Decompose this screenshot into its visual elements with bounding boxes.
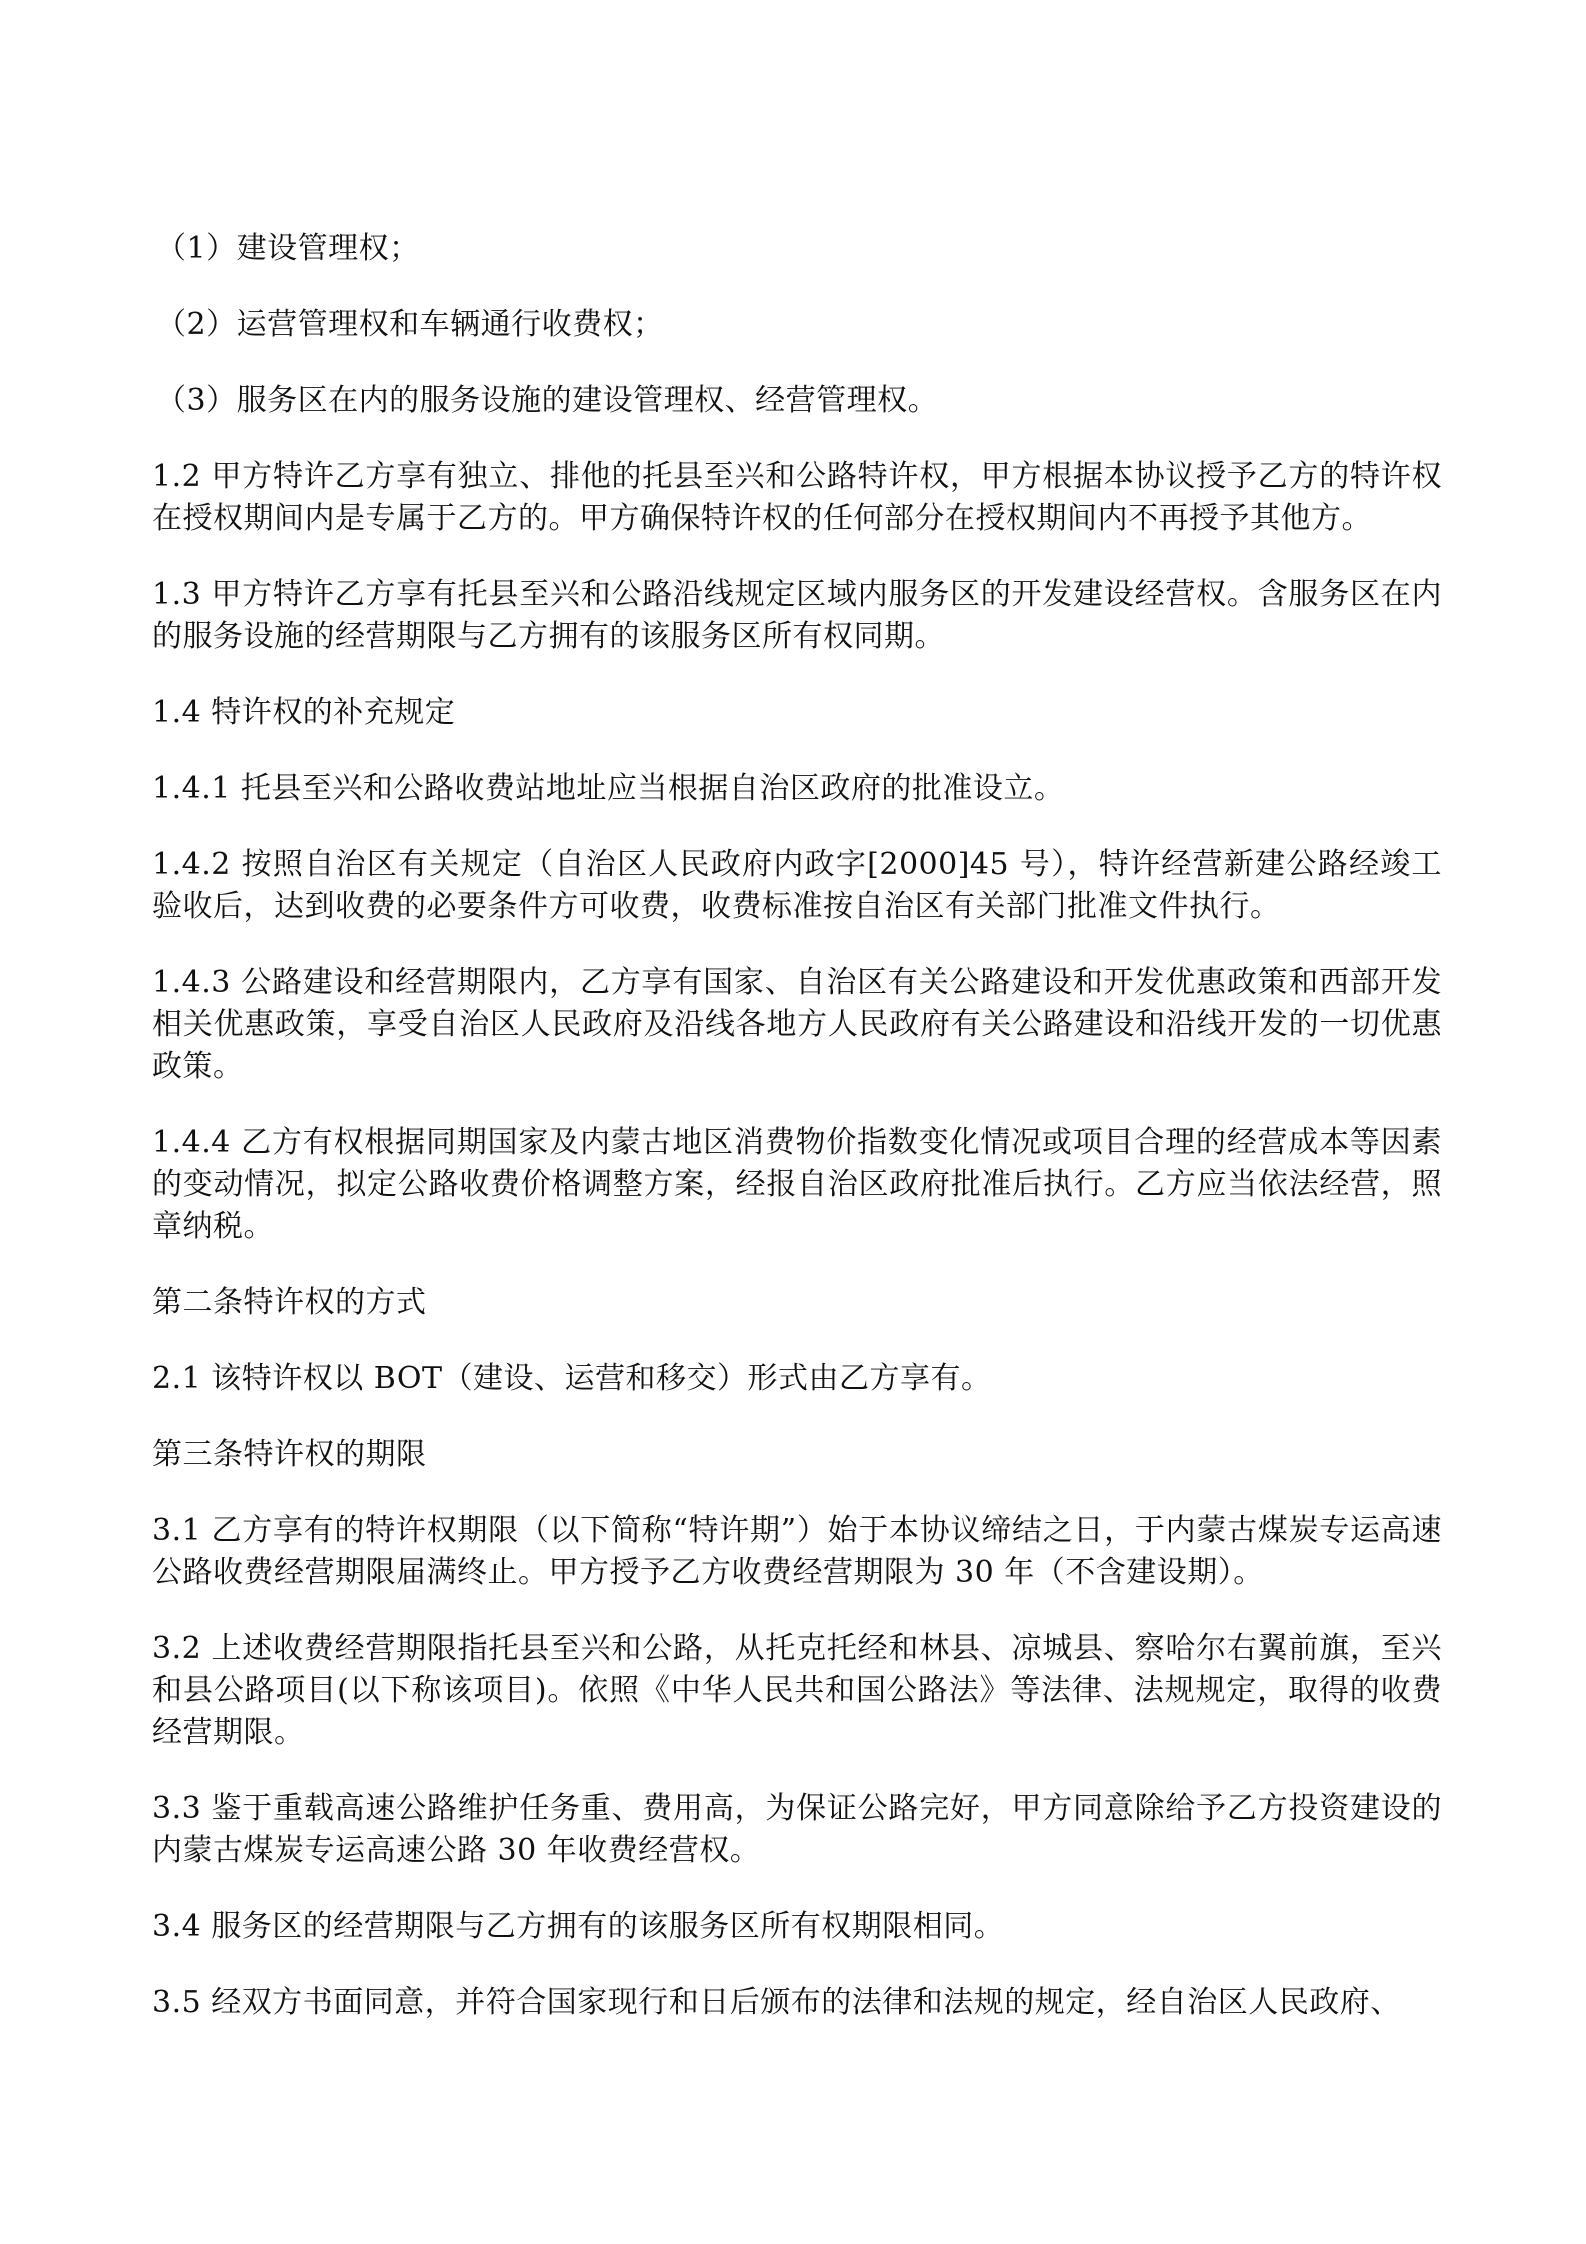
section-heading-article-2: 第二条特许权的方式 [152,1285,427,1320]
paragraph-3-2: 3.2 上述收费经营期限指托县至兴和公路，从托克托经和林县、凉城县、察哈尔右翼前旗，至兴和县公路项目(以下称该项目)。依照《中华人民共和国公路法》等法律、法规规定，取得的收费经营期限。 [152,1631,1442,1750]
section-heading-article-3: 第三条特许权的期限 [152,1437,427,1472]
paragraph-1-4-4: 1.4.4 乙方有权根据同期国家及内蒙古地区消费物价指数变化情况或项目合理的经营成本等因素的变动情况，拟定公路收费价格调整方案，经报自治区政府批准后执行。乙方应当依法经营，照章纳税。 [152,1125,1442,1244]
paragraph-1-4-3: 1.4.3 公路建设和经营期限内，乙方享有国家、自治区有关公路建设和开发优惠政策和西部开发相关优惠政策，享受自治区人民政府及沿线各地方人民政府有关公路建设和沿线开发的一切优惠政策。 [152,965,1442,1084]
paragraph-item-2: （2）运营管理权和车辆通行收费权； [156,307,664,342]
document-body [152,228,1442,2058]
paragraph-item-3: （3）服务区在内的服务设施的建设管理权、经营管理权。 [156,383,939,418]
paragraph-1-4: 1.4 特许权的补充规定 [152,695,456,730]
paragraph-3-5: 3.5 经双方书面同意，并符合国家现行和日后颁布的法律和法规的规定，经自治区人民政府、 [152,1985,1401,2020]
paragraph-item-1: （1）建设管理权； [156,231,420,266]
paragraph-3-3: 3.3 鉴于重载高速公路维护任务重、费用高，为保证公路完好，甲方同意除给予乙方投资建设的内蒙古煤炭专运高速公路 30 年收费经营权。 [152,1791,1442,1868]
paragraph-1-4-1: 1.4.1 托县至兴和公路收费站地址应当根据自治区政府的批准设立。 [152,771,1065,806]
paragraph-1-3: 1.3 甲方特许乙方享有托县至兴和公路沿线规定区域内服务区的开发建设经营权。含服务区在内的服务设施的经营期限与乙方拥有的该服务区所有权同期。 [152,577,1442,654]
paragraph-1-4-2: 1.4.2 按照自治区有关规定（自治区人民政府内政字[2000]45 号），特许经营新建公路经竣工验收后，达到收费的必要条件方可收费，收费标准按自治区有关部门批准文件执行。 [152,847,1442,924]
paragraph-3-4: 3.4 服务区的经营期限与乙方拥有的该服务区所有权期限相同。 [152,1909,1005,1944]
paragraph-2-1: 2.1 该特许权以 BOT（建设、运营和移交）形式由乙方享有。 [152,1361,992,1396]
paragraph-1-2: 1.2 甲方特许乙方享有独立、排他的托县至兴和公路特许权，甲方根据本协议授予乙方的特许权在授权期间内是专属于乙方的。甲方确保特许权的任何部分在授权期间内不再授予其他方。 [152,459,1442,536]
paragraph-3-1: 3.1 乙方享有的特许权期限（以下简称“特许期”）始于本协议缔结之日，于内蒙古煤炭专运高速公路收费经营期限届满终止。甲方授予乙方收费经营期限为 30 年（不含建设期）。 [152,1513,1442,1590]
